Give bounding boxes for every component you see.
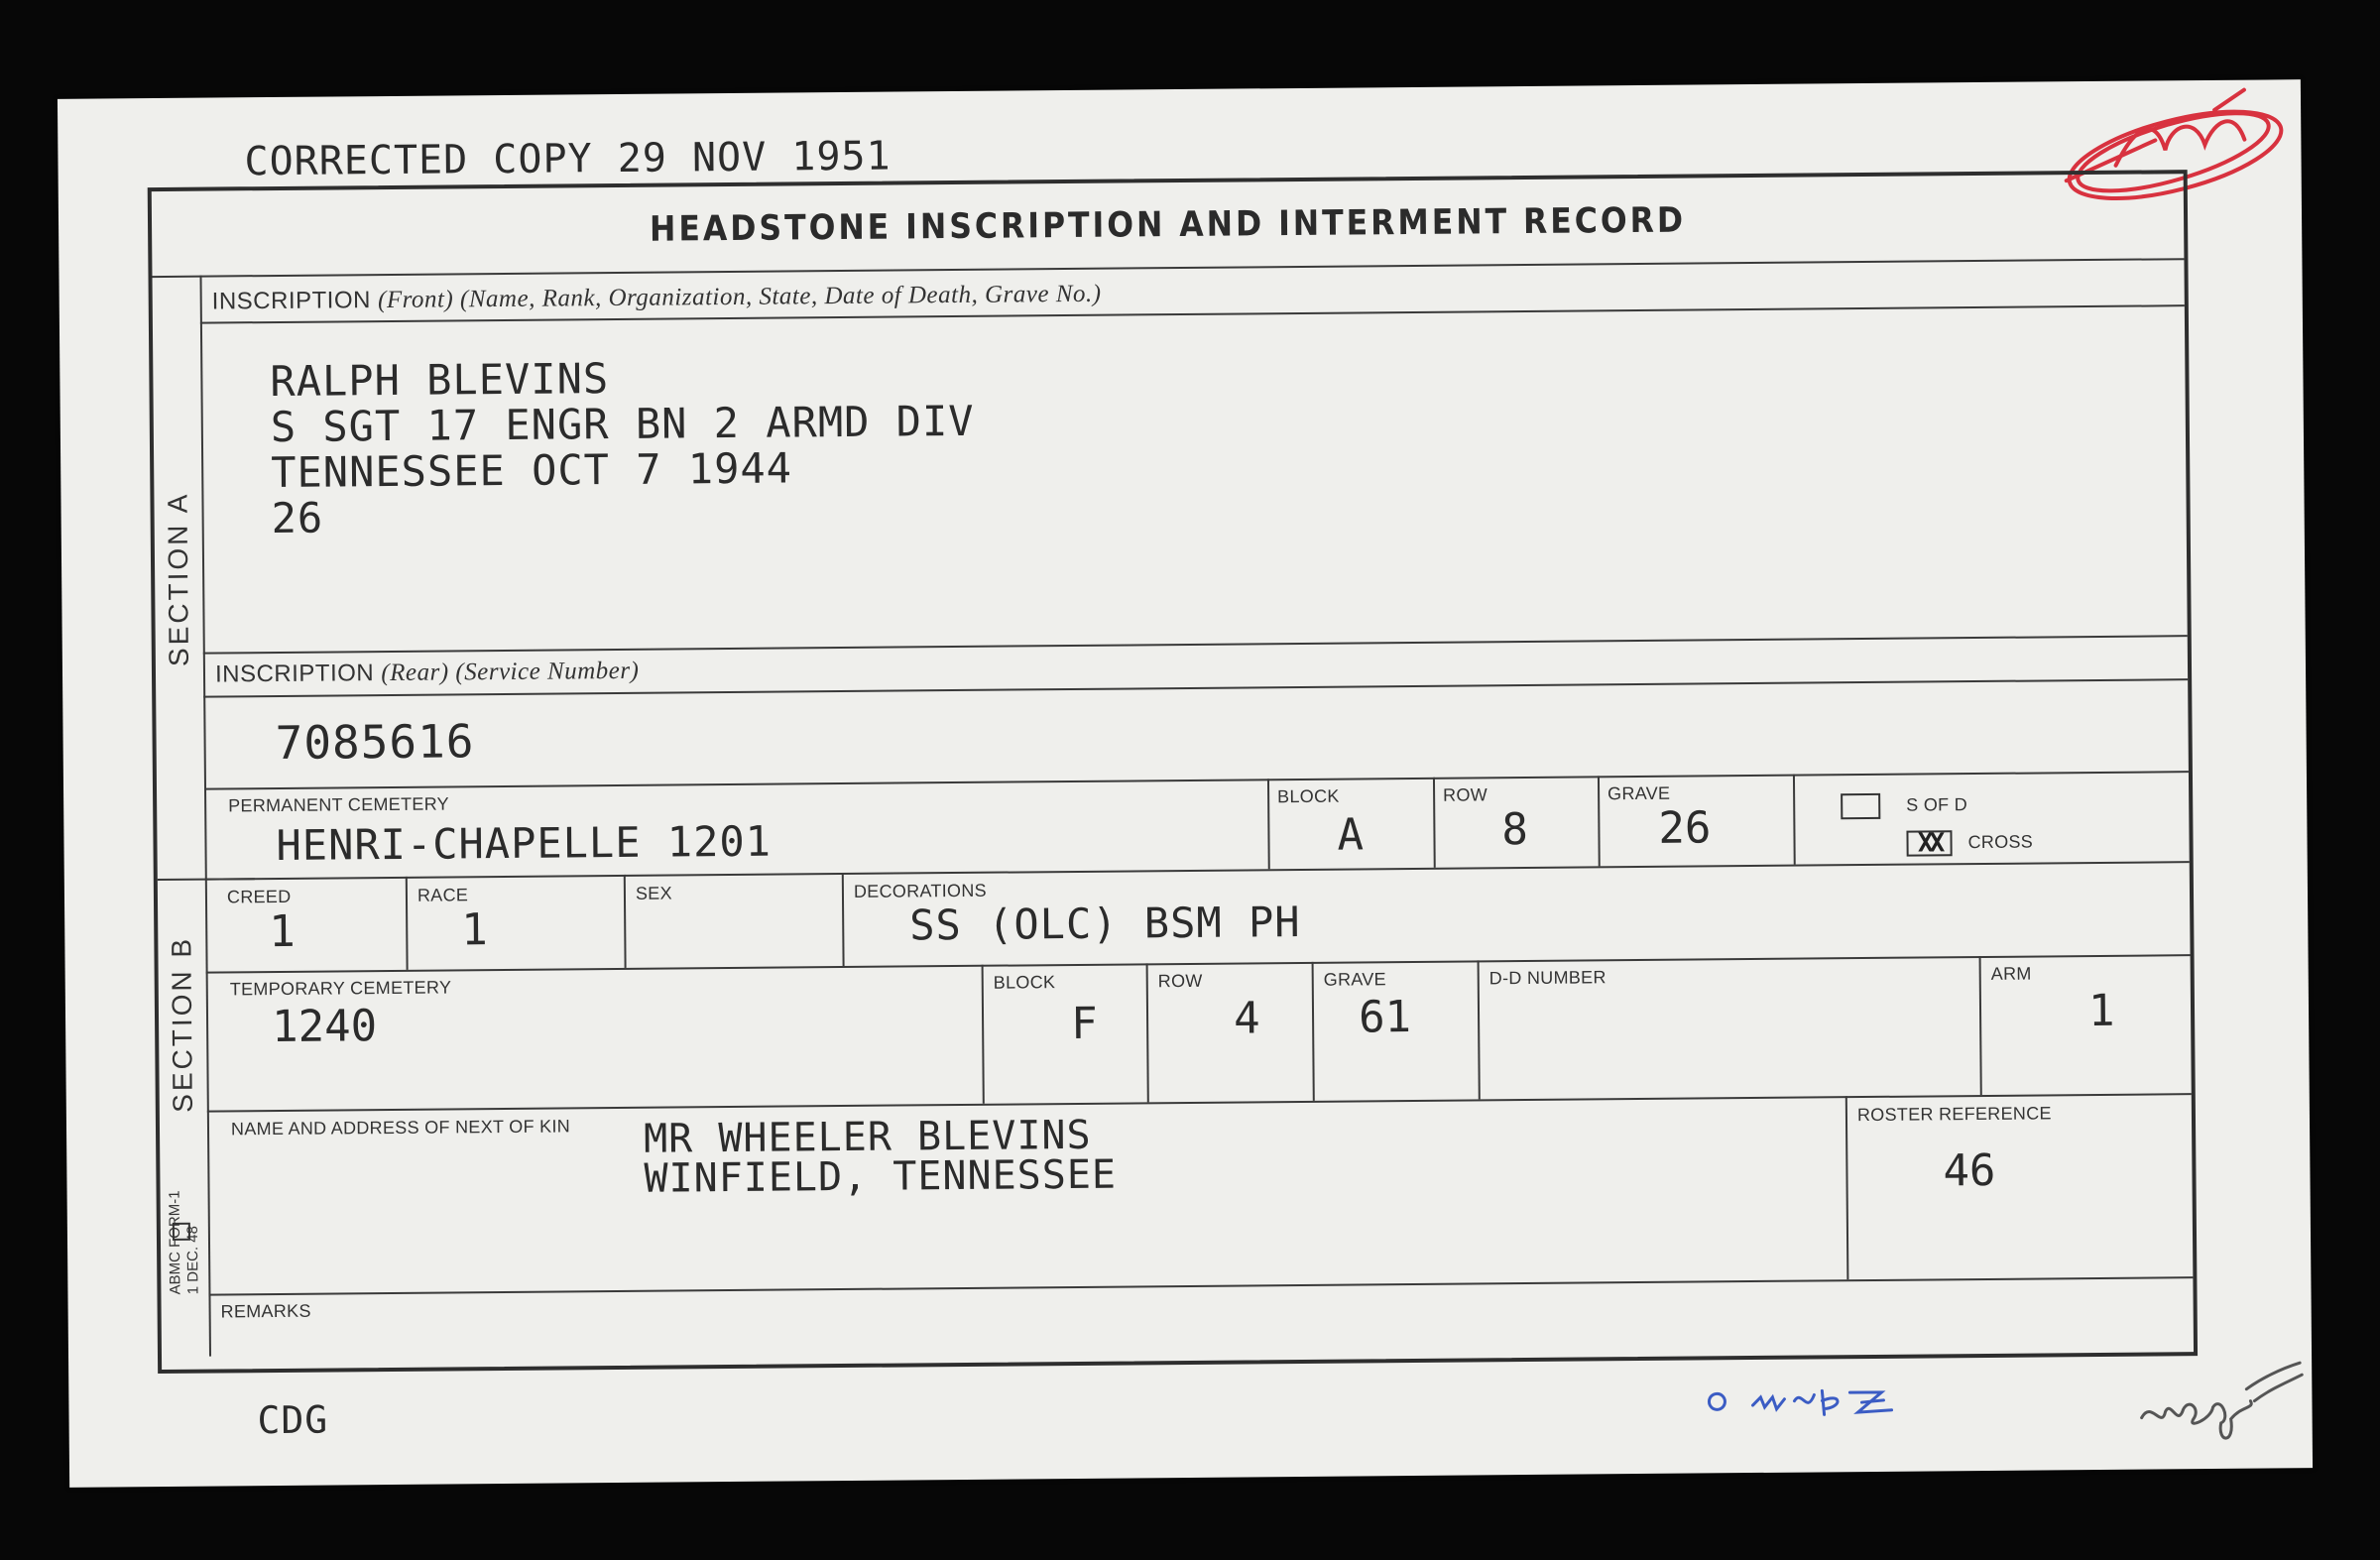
section-b-label-box (158, 881, 208, 1168)
corrected-copy-stamp: CORRECTED COPY 29 NOV 1951 (244, 133, 892, 185)
s-of-d-label: S OF D (1906, 794, 1968, 815)
perm-cemetery-value: HENRI-CHAPELLE 1201 (276, 816, 773, 870)
perm-block-value: A (1337, 809, 1365, 861)
form-id: ABMC FORM-1 1 DEC. 48 (166, 1190, 202, 1295)
temp-cemetery-value: 1240 (271, 1001, 378, 1053)
temp-row-label: ROW (1157, 970, 1203, 992)
front-inscription-label: INSCRIPTION (Front) (Name, Rank, Organization, State, Date of Death, Grave No.) (211, 280, 1102, 315)
perm-cemetery-label: PERMANENT CEMETERY (228, 793, 450, 816)
creed-label: CREED (226, 886, 292, 907)
perm-row-label: ROW (1443, 784, 1488, 805)
s-of-d-checkbox[interactable] (1841, 793, 1880, 819)
race-value: 1 (461, 904, 488, 956)
perm-grave-label: GRAVE (1607, 782, 1671, 804)
record-card (58, 79, 2313, 1488)
remarks-label: REMARKS (220, 1300, 311, 1322)
temp-block-label: BLOCK (993, 972, 1056, 993)
perm-block-label: BLOCK (1277, 785, 1340, 807)
roster-reference-label: ROSTER REFERENCE (1856, 1103, 2052, 1126)
race-label: RACE (416, 885, 469, 905)
temp-cemetery-label: TEMPORARY CEMETERY (229, 977, 452, 1000)
cross-label: CROSS (1967, 831, 2034, 853)
temp-row-value: 4 (1233, 993, 1260, 1044)
kin-label: NAME AND ADDRESS OF NEXT OF KIN (230, 1116, 571, 1140)
arm-label: ARM (1990, 963, 2032, 984)
arm-value: 1 (2087, 985, 2115, 1037)
sex-label: SEX (635, 883, 672, 903)
section-b-label: SECTION B (166, 935, 198, 1113)
temp-block-value: F (1070, 998, 1098, 1050)
blue-ink-initials (1703, 1370, 1932, 1431)
section-a-label: SECTION A (162, 491, 194, 666)
form-id-checkbox[interactable] (173, 1223, 190, 1241)
cross-checkbox[interactable]: XX (1906, 830, 1952, 856)
service-number: 7085616 (275, 714, 475, 771)
perm-row-value: 8 (1501, 803, 1529, 856)
pencil-signature (2131, 1349, 2311, 1460)
roster-reference-value: 46 (1943, 1144, 1996, 1197)
decorations-label: DECORATIONS (853, 880, 988, 901)
dd-number-label: D-D NUMBER (1488, 967, 1606, 989)
form-id-box (160, 1168, 208, 1317)
form-frame (148, 170, 2198, 1374)
section-a-label-box (153, 279, 205, 879)
decorations-value: SS (OLC) BSM PH (909, 897, 1301, 950)
creed-value: 1 (269, 905, 296, 958)
rear-inscription-label: INSCRIPTION (Rear) (Service Number) (214, 657, 640, 688)
footer-code: CDG (257, 1397, 329, 1443)
temp-grave-value: 61 (1358, 992, 1412, 1043)
perm-grave-value: 26 (1658, 802, 1712, 854)
form-title: HEADSTONE INSCRIPTION AND INTERMENT RECORD (649, 200, 1687, 250)
temp-grave-label: GRAVE (1323, 969, 1387, 990)
kin-value: MR WHEELER BLEVINS WINFIELD, TENNESSEE (643, 1112, 1118, 1202)
remarks-field[interactable] (209, 1301, 2194, 1372)
front-inscription-text: RALPH BLEVINS S SGT 17 ENGR BN 2 ARMD DIV TENNESSEE OCT 7 1944 26 (270, 354, 975, 543)
